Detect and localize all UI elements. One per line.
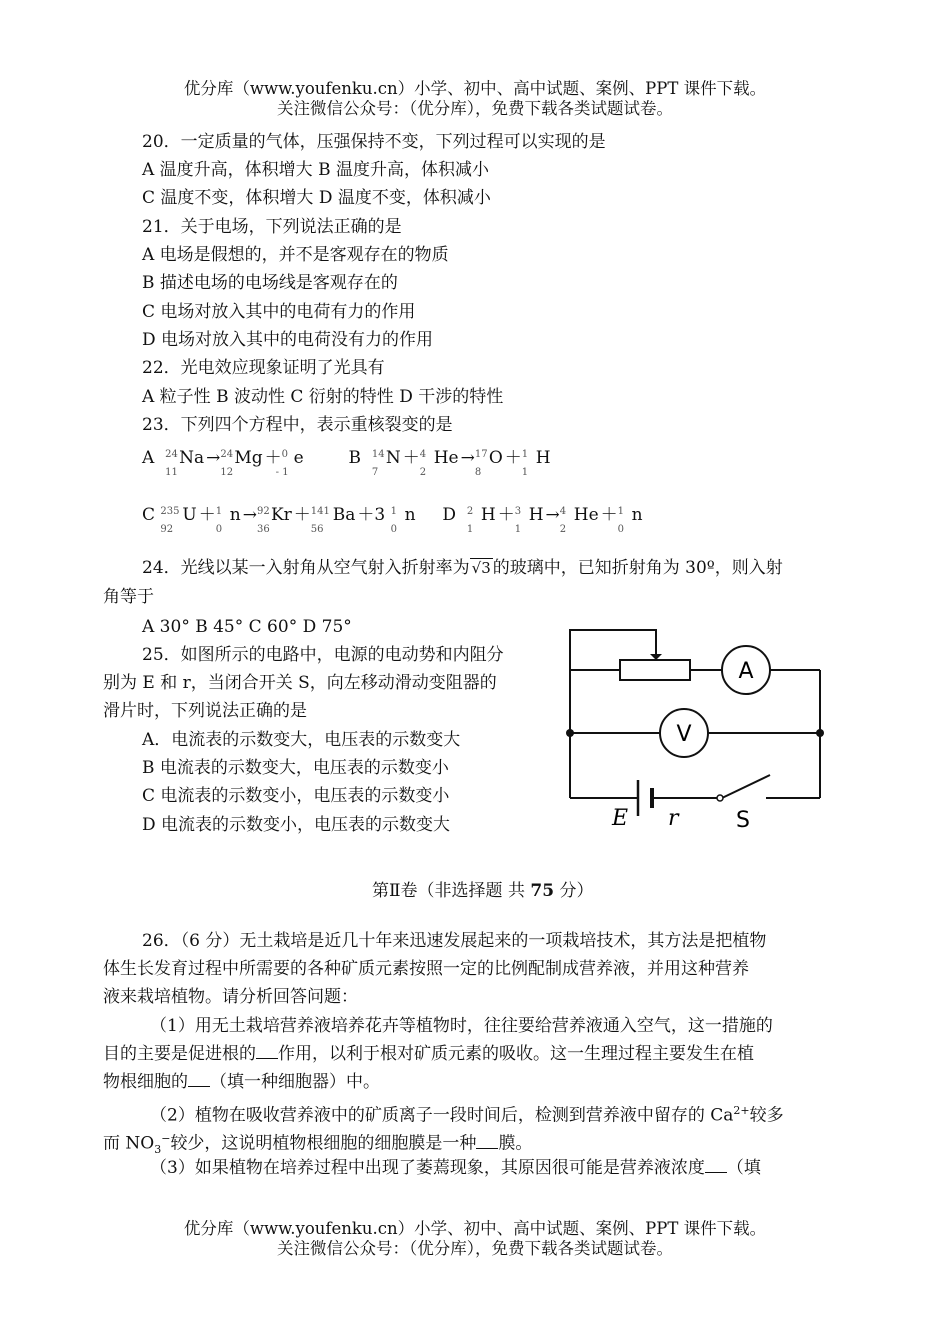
nuclide: 24 12 Mg [220,448,263,478]
voltmeter-label: V [676,722,692,747]
nuclide: 1 0 n [215,505,241,535]
q21-option-c: C 电场对放入其中的电荷有力的作用 [142,302,416,322]
q24-options: A 30° B 45° C 60° D 75° [142,617,352,637]
answer-blank[interactable] [188,1072,210,1087]
arrow: → [206,448,221,468]
nuclide: 4 2 He [559,505,599,535]
emf-label: E [612,806,629,831]
junction-right [816,729,824,737]
q26-part3-line1: （3）如果植物在培养过程中出现了萎蔫现象，其原因很可能是营养液浓度 （填 [150,1158,761,1178]
q22-options: A 粒子性 B 波动性 C 衍射的特性 D 干涉的特性 [142,387,504,407]
q26-line-2: 体生长发育过程中所需要的各种矿质元素按照一定的比例配制成营养液，并用这种营养 [103,959,749,979]
nuclide: 0 - 1 e [275,448,304,478]
nuclide: 141 56 Ba [310,505,356,535]
q25-option-b: B 电流表的示数变大，电压表的示数变小 [142,758,449,778]
q21-option-d: D 电场对放入其中的电荷没有力的作用 [142,330,434,350]
footer-line-2: 关注微信公众号：（优分库），免费下载各类试题试卷。 [277,1239,673,1258]
nuclide: 24 11 Na [165,448,205,478]
plus: ＋ [198,505,216,525]
section-2-title: 第Ⅱ卷（非选择题 共 75 分） [372,881,594,901]
header-line-2: 关注微信公众号：（优分库），免费下载各类试题试卷。 [277,99,673,118]
q25-option-c: C 电流表的示数变小，电压表的示数变小 [142,786,450,806]
arrow: → [242,505,257,525]
nuclide: 4 2 He [419,448,459,478]
answer-blank[interactable] [705,1158,727,1173]
switch-contact [717,795,723,801]
answer-blank[interactable] [256,1044,278,1059]
footer-line-1: 优分库（www.youfenku.cn）小学、初中、高中试题、案例、PPT 课件下载。 [183,1219,767,1238]
nuclide: 92 36 Kr [256,505,292,535]
q23-label-a: A [142,448,155,468]
header-line-1: 优分库（www.youfenku.cn）小学、初中、高中试题、案例、PPT 课件下载。 [183,79,767,98]
q23-label-c: C [142,505,156,525]
nuclide: 14 7 N [371,448,401,478]
q23-stem: 23．下列四个方程中，表示重核裂变的是 [142,415,453,435]
nuclide: 235 92 U [160,505,197,535]
q24-stem: 24．光线以某一入射角从空气射入折射率为 √3 的玻璃中，已知折射角为 30º，则入射 [142,558,783,578]
q23-label-b: B [348,448,362,468]
rheostat [620,660,690,680]
nuclide: 2 1 H [466,505,496,535]
q21-option-a: A 电场是假想的，并不是客观存在的物质 [142,245,449,265]
q22-stem: 22．光电效应现象证明了光具有 [142,358,385,378]
q26-line-3: 液来栽培植物。请分析回答问题： [103,987,358,1007]
plus: ＋ [264,448,282,468]
q20-options-cd: C 温度不变，体积增大 D 温度不变，体积减小 [142,188,491,208]
junction-left [566,729,574,737]
plus: ＋ [357,505,375,525]
ca-charge: 2+ [733,1104,750,1117]
q25-stem-3: 滑片时，下列说法正确的是 [103,701,307,721]
switch-blade [722,775,770,798]
q20-options-ab: A 温度升高，体积增大 B 温度升高，体积减小 [142,160,489,180]
circuit-diagram [560,620,830,840]
q25-stem-2: 别为 E 和 r，当闭合开关 S，向左移动滑动变阻器的 [103,673,497,693]
q25-option-d: D 电流表的示数变小，电压表的示数变大 [142,815,451,835]
q23-label-d: D [442,505,457,525]
nuclide: 1 1 H [521,448,551,478]
plus: ＋ [497,505,515,525]
q23-equations-cd [142,503,645,535]
no3-subscript: 3 [154,1143,162,1157]
answer-blank[interactable] [476,1134,498,1149]
q21-stem: 21．关于电场，下列说法正确的是 [142,217,402,237]
q26-part1-line2: 目的主要是促进根的 作用，以利于根对矿质元素的吸收。这一生理过程主要发生在植 [103,1044,754,1064]
q26-part2-line2: 而 $NO_3^-$较少，这说明植物根细胞的细胞膜是一种 膜。 [103,1132,533,1157]
coefficient: 3 [374,505,386,525]
q26-part1-line1: （1）用无土栽培营养液培养花卉等植物时，往往要给营养液通入空气，这一措施的 [150,1016,773,1036]
arrow: → [460,448,475,468]
nuclide: 1 0 n [390,505,416,535]
q20-stem: 20．一定质量的气体，压强保持不变，下列过程可以实现的是 [142,132,606,152]
q25-stem-1: 25．如图所示的电路中，电源的电动势和内阻分 [142,645,504,665]
q21-option-b: B 描述电场的电场线是客观存在的 [142,273,398,293]
nuclide: 3 1 H [514,505,544,535]
plus: ＋ [402,448,420,468]
plus: ＋ [600,505,618,525]
plus: ＋ [293,505,311,525]
arrow: → [545,505,560,525]
nuclide: 1 0 n [617,505,643,535]
nuclide: 17 8 O [474,448,503,478]
plus: ＋ [504,448,522,468]
q26-part1-line3: 物根细胞的 （填一种细胞器）中。 [103,1072,380,1092]
sqrt-symbol: √3 [471,559,491,577]
no3-charge: − [161,1132,171,1145]
q26-part2-line1: （2）植物在吸收营养液中的矿质离子一段时间后，检测到营养液中留存的 $Ca^{2+}$较多 [150,1104,784,1126]
q26-line-1: 26．（6 分）无土栽培是近几十年来迅速发展起来的一项栽培技术，其方法是把植物 [142,931,767,951]
q23-equations-ab [142,446,553,478]
q25-option-a: A．电流表的示数变大，电压表的示数变大 [142,730,461,750]
resistance-label: r [668,806,679,831]
q24-stem-line2: 角等于 [103,587,154,607]
ammeter-label: A [738,659,754,684]
switch-label: S [736,808,750,833]
